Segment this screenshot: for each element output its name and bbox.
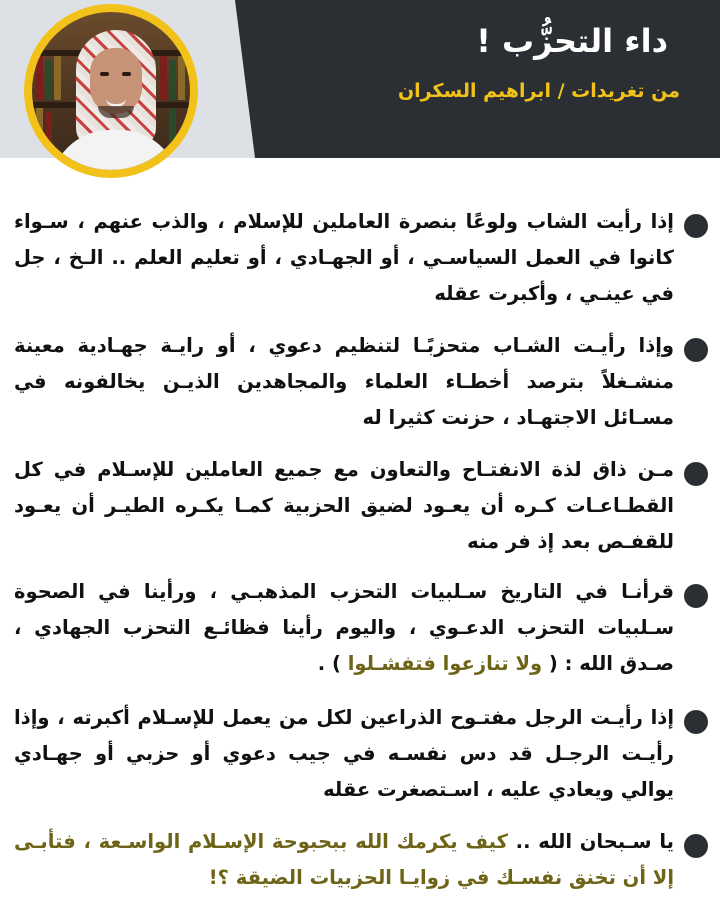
paragraph-text: وإذا رأيـت الشـاب متحزبًـا لتنظيم دعوي ، أو رايـة جهـادية معينة منشـغلاً بترصد أخطـاء العلماء والمجاهدين الذيـن يخالفونه في مسـائل الاجتهـاد ، حزنت كثيرا له: [14, 334, 674, 429]
paragraph-text: إذا رأيـت الرجل مفتـوح الذراعين لكل من يعمل للإسـلام أكبرته ، وإذا رأيـت الرجـل قد دس نفسـه في جيب دعوي أو حزبي أو جهـادي يوالي ويعادي عليه ، اسـتصغرت عقله: [14, 706, 674, 801]
paragraph-text: [14, 824, 674, 896]
book: [54, 56, 61, 100]
book: [36, 108, 43, 152]
book: [160, 56, 167, 100]
paragraph-text-before: قرأنـا في التاريخ سـلبيات التحزب المذهبـي ، ورأينا في الصحوة سـلبيات التحزب الدعـوي ، واليوم رأينا فظائـع التحزب الجهادي ، صـدق الله : (: [14, 580, 674, 675]
bullet-dot: [684, 584, 708, 608]
avatar: [32, 12, 190, 170]
title-band: [230, 0, 720, 158]
paragraph-text: [14, 574, 674, 682]
bullet-dot: [684, 338, 708, 362]
page-title: داء التحزُّب !: [476, 22, 668, 60]
book: [36, 56, 43, 100]
closing-quote: كيف يكرمك الله ببحبوحة الإسـلام الواسـعة ، فتأبـى إلا أن تخنق نفسـك في زوايـا الحزبيات الضيقة ؟!: [14, 830, 674, 889]
paragraph-text-before: يا سـبحان الله ..: [507, 830, 675, 853]
page-subtitle: من تغريدات / ابراهيم السكران: [397, 80, 680, 102]
book: [169, 108, 176, 152]
quran-quote: ولا تنازعوا فتفشـلوا: [347, 652, 543, 675]
paragraph-text: مـن ذاق لذة الانفتـاح والتعاون مع جميع العاملين للإسـلام في كل القطـاعـات كـره أن يعـود لضيق الحزبية كمـا يكـره الطيـر أن يعـود للقفـص بعد إذ فر منه: [14, 458, 674, 553]
book: [178, 56, 185, 100]
bullet-dot: [684, 710, 708, 734]
book: [169, 60, 176, 100]
bullet-dot: [684, 834, 708, 858]
paragraph-text: إذا رأيت الشاب ولوعًا بنصرة العاملين للإسلام ، والذب عنهم ، سـواء كانوا في العمل السياسـي ، أو الجهـادي ، أو تعليم العلم .. الـخ ، جل في عينـي ، وأكبرت عقله: [14, 210, 674, 305]
bullet-dot: [684, 214, 708, 238]
book: [45, 112, 52, 152]
thobe: [50, 130, 180, 170]
eye: [122, 72, 131, 76]
paragraph-text-after: ) .: [317, 652, 348, 675]
bullet-dot: [684, 462, 708, 486]
eye: [100, 72, 109, 76]
book: [45, 60, 52, 100]
